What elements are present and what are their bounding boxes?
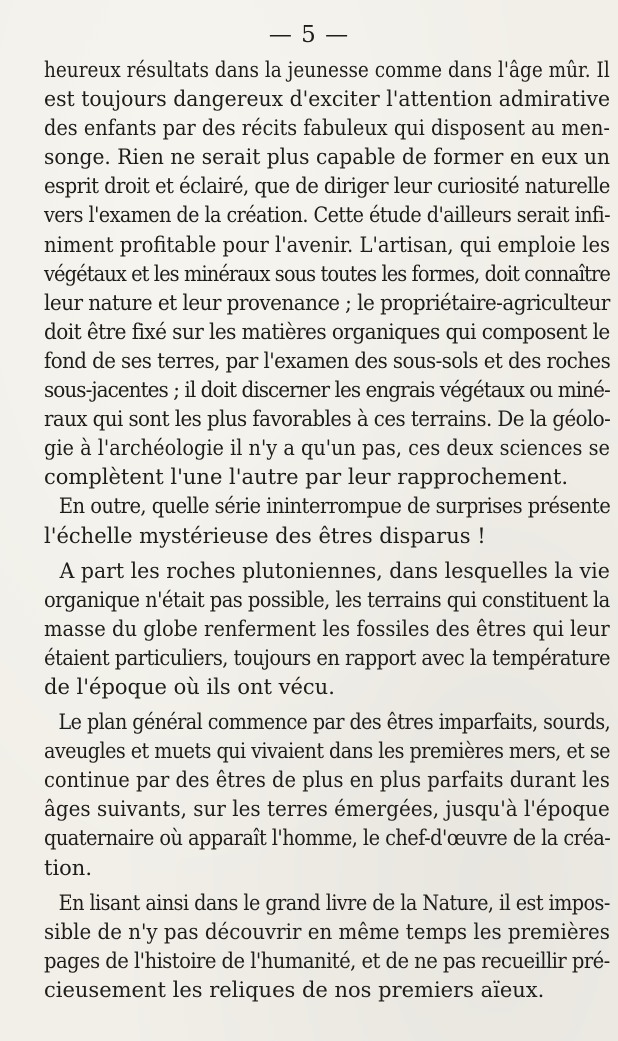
text-line: végétaux et les minéraux sous toutes les formes, doit connaître bbox=[44, 261, 610, 286]
text-line: de l'époque où ils ont vécu. bbox=[44, 674, 335, 699]
text-line: continue par des êtres de plus en plus parfaits durant les bbox=[44, 768, 610, 793]
text-line: esprit droit et éclairé, que de diriger leur curiosité naturelle bbox=[44, 174, 610, 199]
text-line: vers l'examen de la création. Cette étude d'ailleurs serait infi- bbox=[44, 203, 611, 228]
text-line: sible de n'y pas découvrir en même temps les premières bbox=[44, 919, 610, 944]
paragraph bbox=[44, 56, 610, 492]
text-line: quaternaire où apparaît l'homme, le chef-d'œuvre de la créa- bbox=[44, 826, 611, 851]
text-line: En outre, quelle série ininterrompue de surprises présente bbox=[58, 494, 611, 519]
text-line: A part les roches plutoniennes, dans lesquelles la vie bbox=[59, 558, 610, 583]
text-line: masse du globe renferment les fossiles des êtres qui leur bbox=[44, 616, 610, 641]
text-line: sous-jacentes ; il doit discerner les engrais végétaux ou miné- bbox=[44, 378, 610, 403]
text-line: complètent l'une l'autre par leur rapprochement. bbox=[44, 465, 569, 490]
text-line: l'échelle mystérieuse des êtres disparus ! bbox=[44, 523, 486, 548]
paragraph bbox=[44, 492, 610, 550]
text-line: heureux résultats dans la jeunesse comme dans l'âge mûr. Il bbox=[44, 58, 610, 82]
text-line: étaient particuliers, toujours en rapport avec la température bbox=[44, 645, 610, 670]
text-line: est toujours dangereux d'exciter l'attention admirative bbox=[44, 87, 611, 112]
text-line: leur nature et leur provenance ; le propriétaire-agriculteur bbox=[44, 290, 610, 315]
page-number: — 5 — bbox=[268, 22, 350, 48]
text-line: cieusement les reliques de nos premiers aïeux. bbox=[44, 977, 545, 1002]
text-line: âges suivants, sur les terres émergées, jusqu'à l'époque bbox=[44, 797, 610, 822]
paragraph bbox=[44, 708, 610, 883]
text-line: doit être fixé sur les matières organiques qui composent le bbox=[44, 319, 610, 344]
paragraph bbox=[44, 889, 610, 1005]
body-text bbox=[44, 56, 610, 1005]
text-line: aveugles et muets qui vivaient dans les premières mers, et se bbox=[44, 739, 610, 764]
text-line: raux qui sont les plus favorables à ces terrains. De la géolo- bbox=[44, 407, 611, 432]
text-line: fond de ses terres, par l'examen des sous-sols et des roches bbox=[44, 348, 611, 373]
text-line: des enfants par des récits fabuleux qui disposent au men- bbox=[44, 116, 610, 141]
text-line: niment profitable pour l'avenir. L'artisan, qui emploie les bbox=[44, 232, 611, 257]
text-line: gie à l'archéologie il n'y a qu'un pas, ces deux sciences se bbox=[44, 436, 610, 461]
text-line: pages de l'histoire de l'humanité, et de ne pas recueillir pré- bbox=[44, 948, 610, 973]
text-line: Le plan général commence par des êtres imparfaits, sourds, bbox=[58, 710, 611, 735]
text-line: tion. bbox=[44, 855, 92, 880]
text-line: organique n'était pas possible, les terrains qui constituent la bbox=[44, 587, 610, 612]
paragraph bbox=[44, 557, 610, 702]
text-line: songe. Rien ne serait plus capable de former en eux un bbox=[44, 145, 611, 170]
text-line: En lisant ainsi dans le grand livre de la Nature, il est impos- bbox=[58, 890, 610, 915]
